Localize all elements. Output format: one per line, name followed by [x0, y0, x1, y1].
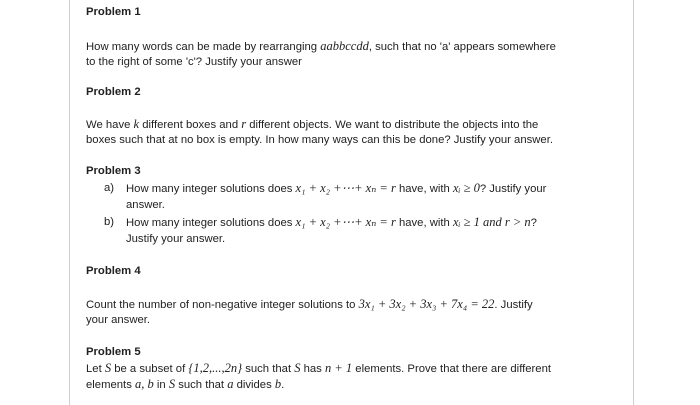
- p5-text-c: such that: [242, 363, 295, 375]
- p5-set-s-2: S: [294, 361, 301, 375]
- item-a-text-c: ? Justify your: [479, 183, 547, 195]
- item-b-equation: x₁ + x₂ +⋯+ xₙ = r: [295, 215, 396, 229]
- p5-range-set: {1,2,...,2n}: [188, 361, 243, 375]
- item-b-marker: b): [104, 216, 115, 228]
- p5-text-h: such that: [175, 379, 228, 391]
- problem-5-title: Problem 5: [86, 346, 141, 358]
- problem-4-line-2: your answer.: [86, 314, 151, 326]
- item-b-body: [126, 214, 537, 247]
- item-a-body: [126, 180, 546, 213]
- p5-text-i: divides: [233, 379, 275, 391]
- item-b-text-c: ?: [530, 217, 537, 229]
- item-a-line-1: [126, 180, 546, 197]
- p5-count: n + 1: [324, 361, 353, 375]
- p5-set-s-3: S: [168, 377, 176, 391]
- item-b-condition: xᵢ ≥ 1 and r > n: [452, 215, 531, 229]
- problem-2-line-1: [86, 116, 626, 133]
- problem-4-text-a: Count the number of non-negative integer solutions to: [86, 299, 359, 311]
- item-a-text-b: have, with: [395, 183, 453, 195]
- problem-4-equation: 3x₁ + 3x₂ + 3x₃ + 7x₄ = 22: [358, 297, 495, 311]
- p5-text-f: elements: [86, 379, 135, 391]
- p5-b: b: [274, 377, 282, 391]
- item-b-text-b: have, with: [395, 217, 453, 229]
- p5-text-g: in: [153, 379, 169, 391]
- problem-2-text-c: different objects. We want to distribute the objects into the: [246, 119, 539, 131]
- p5-text-d: has: [300, 363, 325, 375]
- page-left-border: [69, 0, 70, 405]
- problem-2-text-b: different boxes and: [139, 119, 242, 131]
- item-a-line-2: answer.: [126, 199, 165, 211]
- problem-1-line-1: [86, 38, 626, 55]
- item-b-line-1: [126, 214, 537, 231]
- item-a-equation: x₁ + x₂ +⋯+ xₙ = r: [295, 181, 396, 195]
- p5-elements-ab: a, b: [134, 377, 154, 391]
- problem-2-line-2: boxes such that at no box is empty. In how many ways can this be done? Justify your answer.: [86, 134, 553, 146]
- problem-2-k: k: [133, 117, 140, 131]
- problem-1-word: aabbccdd: [320, 39, 369, 53]
- p5-text-a: Let: [86, 363, 105, 375]
- problem-4-line-1: [86, 296, 626, 313]
- item-a-text-a: How many integer solutions does: [126, 183, 296, 195]
- problem-1-text-b: , such that no 'a' appears somewhere: [368, 41, 556, 53]
- item-b-text-a: How many integer solutions does: [126, 217, 296, 229]
- item-a-condition: xᵢ ≥ 0: [452, 181, 480, 195]
- problem-2-title: Problem 2: [86, 86, 141, 98]
- page-right-border: [633, 0, 634, 405]
- problem-1-text-a: How many words can be made by rearranging: [86, 41, 321, 53]
- item-a-marker: a): [104, 182, 115, 194]
- problem-2-r: r: [241, 117, 247, 131]
- item-b-line-2: Justify your answer.: [126, 233, 226, 245]
- problem-1-title: Problem 1: [86, 6, 141, 18]
- problem-2-text-a: We have: [86, 119, 134, 131]
- problem-1-line-2: to the right of some 'c'? Justify your answer: [86, 56, 302, 68]
- problem-4-text-b: . Justify: [494, 299, 533, 311]
- p5-text-j: .: [281, 379, 285, 391]
- p5-text-e: elements. Prove that there are different: [352, 363, 552, 375]
- p5-set-s-1: S: [104, 361, 112, 375]
- problem-5-line-1: [86, 360, 626, 377]
- problem-4-title: Problem 4: [86, 265, 141, 277]
- problem-3-title: Problem 3: [86, 165, 141, 177]
- p5-text-b: be a subset of: [111, 363, 189, 375]
- p5-a: a: [227, 377, 234, 391]
- problem-5-line-2: [86, 376, 626, 393]
